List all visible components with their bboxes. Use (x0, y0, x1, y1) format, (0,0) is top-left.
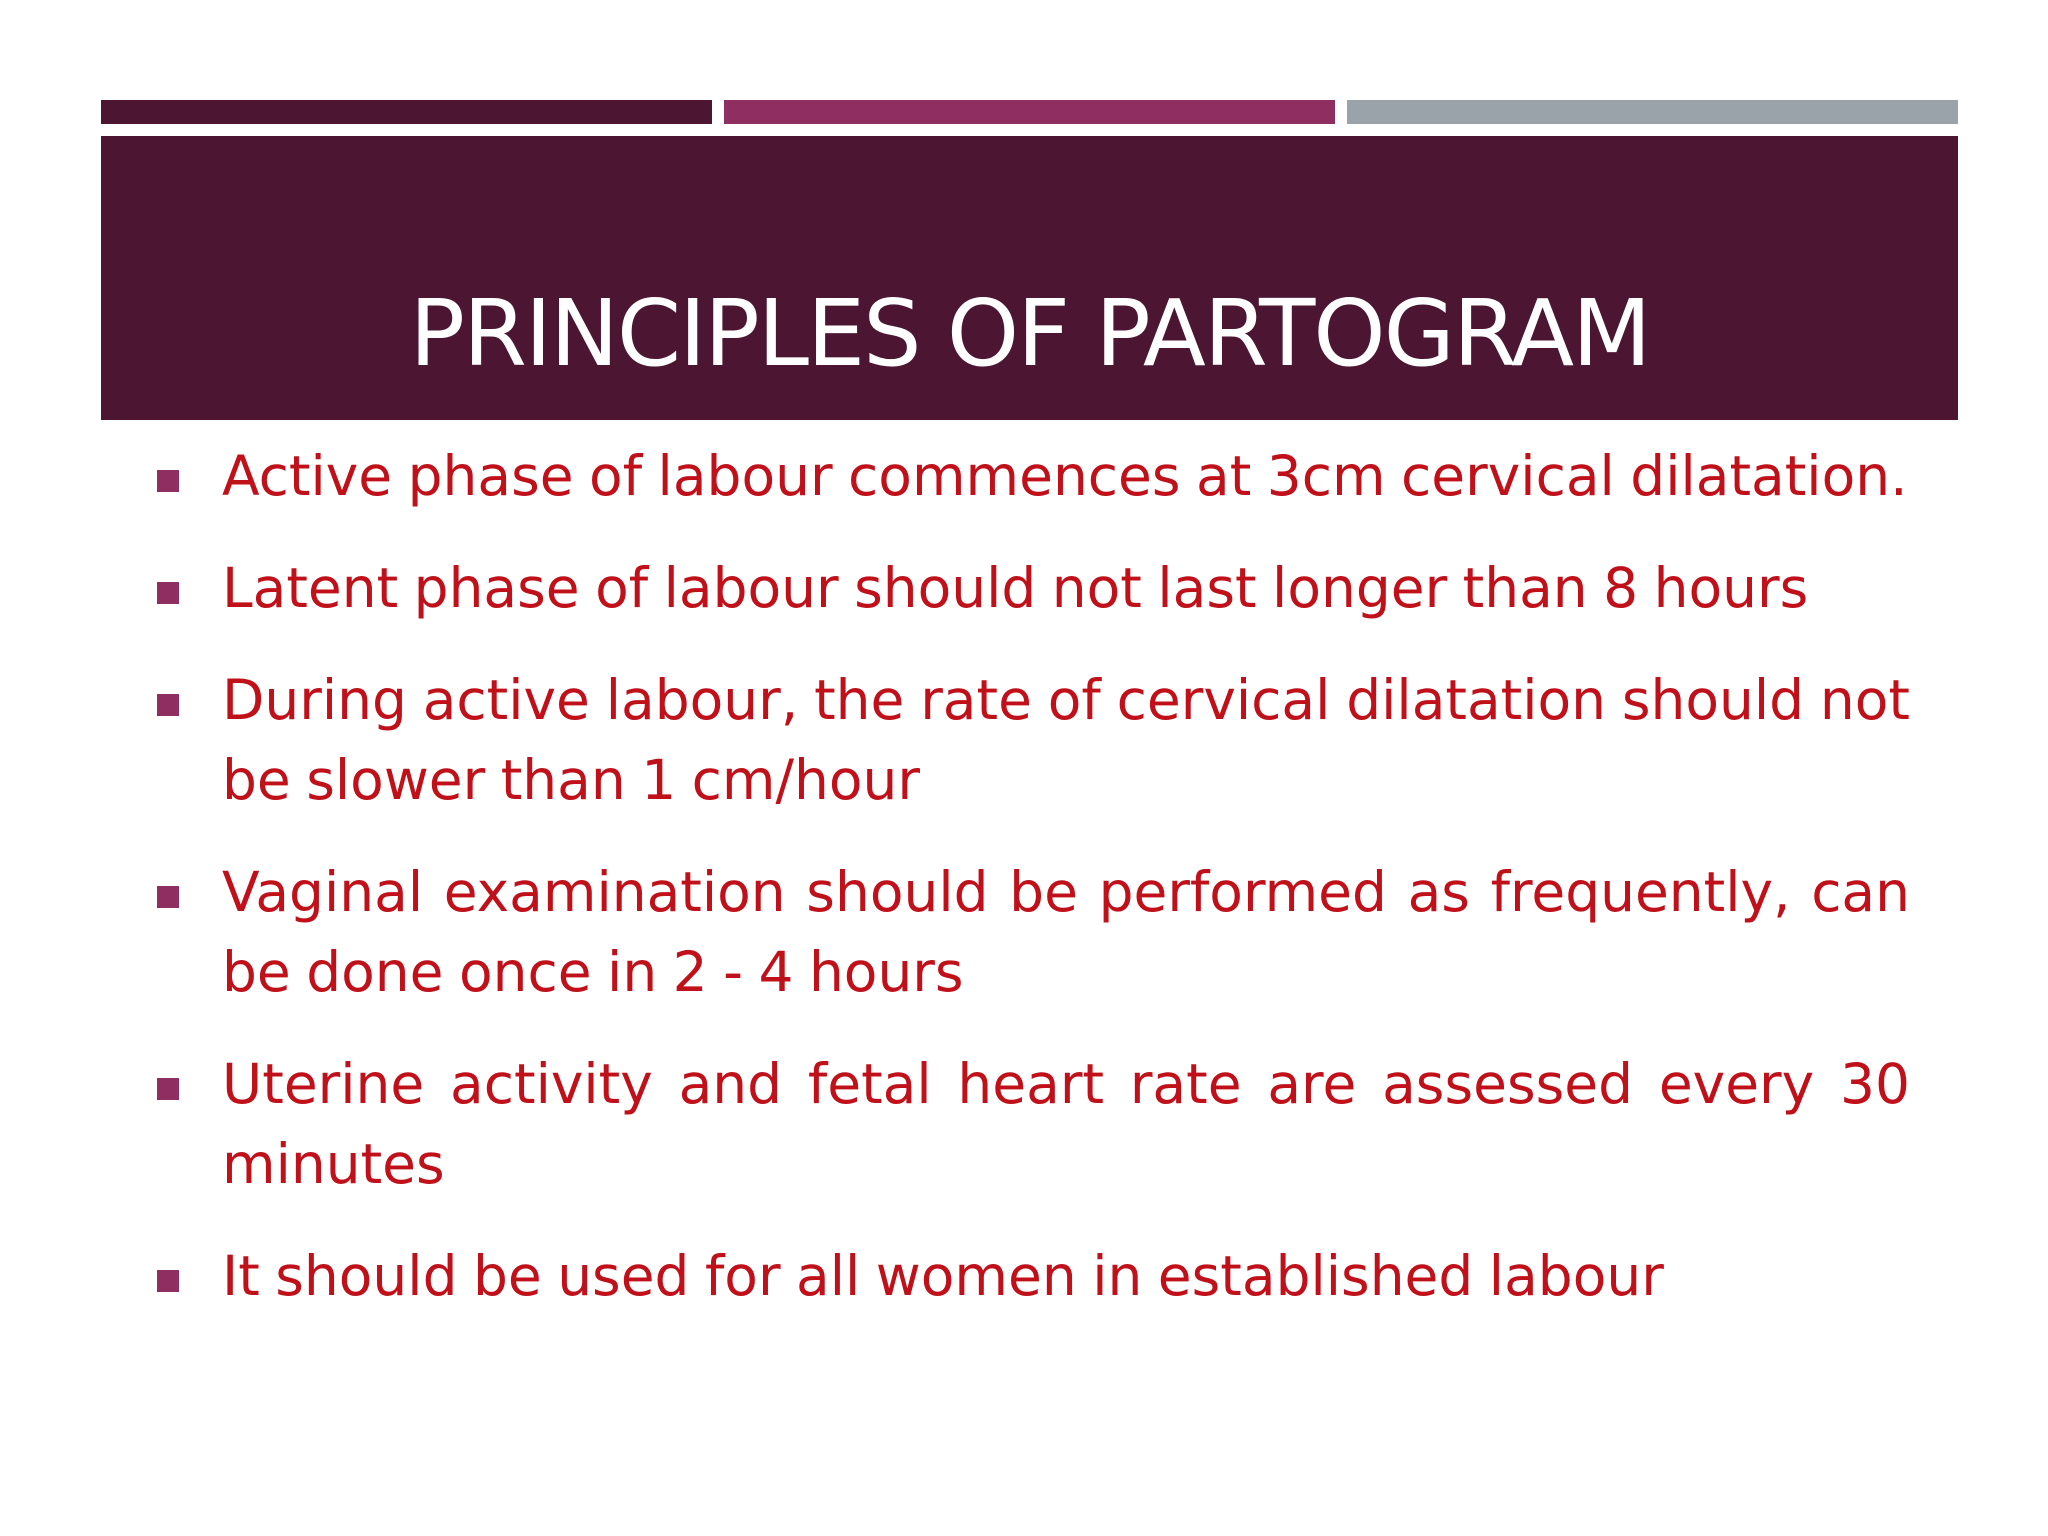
accent-bar-magenta (724, 100, 1335, 124)
bullet-text: During active labour, the rate of cervical dilatation should not be slower than 1 cm/hour (222, 668, 1910, 812)
square-bullet-icon (157, 582, 179, 604)
square-bullet-icon (157, 694, 179, 716)
bullet-text: Vaginal examination should be performed as frequently, can be done once in 2 - 4 hours (222, 860, 1910, 1004)
accent-bar-dark (101, 100, 712, 124)
bullet-item (155, 660, 1910, 820)
bullet-text: It should be used for all women in established labour (222, 1244, 1664, 1308)
bullet-item (155, 436, 1910, 516)
bullet-item (155, 1236, 1910, 1316)
title-band (101, 136, 1958, 420)
bullet-item (155, 852, 1910, 1012)
square-bullet-icon (157, 1270, 179, 1292)
bullet-text: Uterine activity and fetal heart rate are assessed every 30 minutes (222, 1052, 1910, 1196)
slide-title: PRINCIPLES OF PARTOGRAM (409, 280, 1650, 387)
square-bullet-icon (157, 1078, 179, 1100)
bullet-text: Active phase of labour commences at 3cm cervical dilatation. (222, 444, 1908, 508)
square-bullet-icon (157, 470, 179, 492)
bullet-text: Latent phase of labour should not last longer than 8 hours (222, 556, 1809, 620)
bullet-list (155, 436, 1910, 1348)
accent-bar-gray (1347, 100, 1958, 124)
bullet-item (155, 1044, 1910, 1204)
bullet-item (155, 548, 1910, 628)
square-bullet-icon (157, 886, 179, 908)
